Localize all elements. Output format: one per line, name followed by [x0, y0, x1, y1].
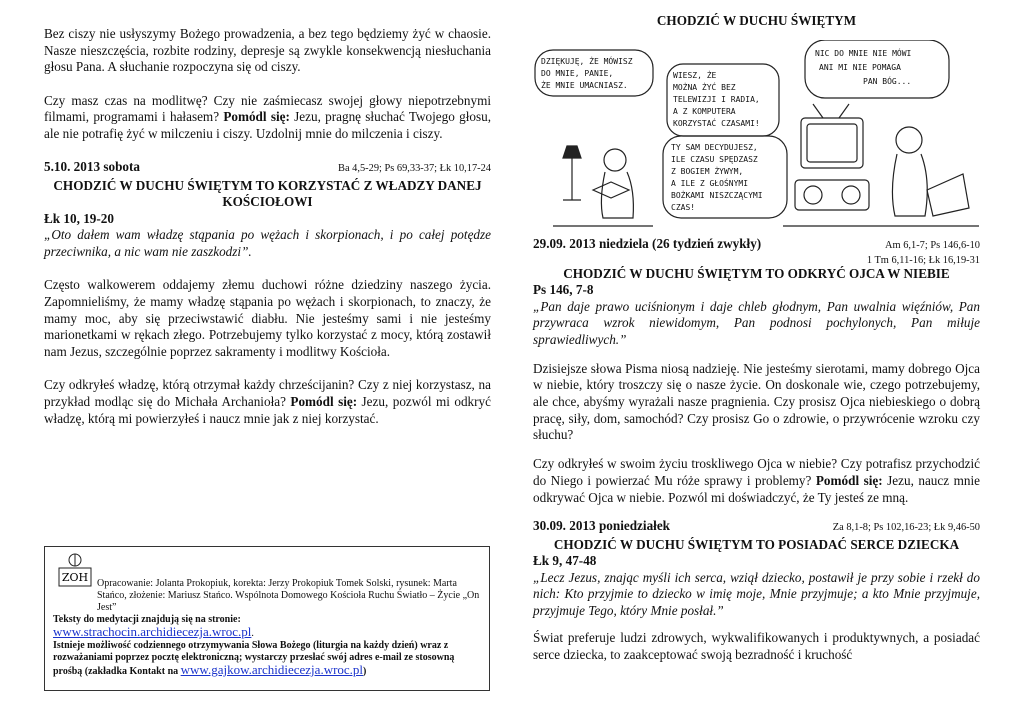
bubble-1-text: DZIĘKUJĘ, ŻE MÓWISZ DO MNIE, PANIE, ŻE MNIE UMACNIASZ.	[541, 57, 633, 90]
right-column	[533, 0, 980, 662]
svg-text:ZOH: ZOH	[61, 571, 89, 584]
quote: „Pan daje prawo uciśnionym i daje chleb głodnym, Pan uwalnia więźniów, Pan przywraca wzrok niewidomym, Pan podnosi pochylonych, Pan miłuje sprawiedliwych.”	[533, 298, 980, 347]
bubble-3-text: NIC DO MNIE NIE MÓWI ANI MI NIE POMAGA PAN BÓG...	[815, 49, 912, 86]
info-box	[44, 546, 490, 691]
site-link[interactable]: www.strachocin.archidiecezja.wroc.pl	[53, 624, 252, 639]
reading-ref: Łk 9, 47-48	[533, 553, 597, 569]
community-logo-icon	[55, 552, 95, 592]
subscribe-text: Istnieje możliwość codziennego otrzymywania Słowa Bożego (liturgia na każdy dzień) wraz z rozważaniami poprzez pocztę elektroniczną; wystarczy przesłać swój adres e-mail ze stosowną prośbą (zakładka Kontakt na www.gajkow.archidiecezja.wroc.pl)	[53, 640, 455, 677]
person-reading-icon	[553, 149, 653, 226]
paragraph: Dzisiejsze słowa Pisma niosą nadzieję. Nie jesteśmy sierotami, mamy dobrego Ojca w niebie, który troszczy się o nasze życie. On doskonale wie, czego potrzebujemy, ale chce, abyśmy wyrażali nasze pragnienia. Czy prosisz Ojca niebieskiego o dobrą pracę, siły, dom, samochód? Czy prosisz Go o zdrowie, o przywrócenie wzroku czy słuchu?	[533, 360, 980, 443]
bubble-4-text: TY SAM DECYDUJESZ, ILE CZASU SPĘDZASZ Z BOGIEM ŻYWYM, A ILE Z GŁOŚNYMI BOŻKAMI NISZCZĄCYMI CZAS!	[671, 143, 763, 212]
contact-link[interactable]: www.gajkow.archidiecezja.wroc.pl	[180, 662, 364, 677]
scripture-refs-2: 1 Tm 6,11-16; Łk 16,19-31	[866, 254, 980, 266]
bubble-2-text: WIESZ, ŻE MOŻNA ŻYĆ BEZ TELEWIZJI I RADIA, A Z KOMPUTERA KORZYSTAĆ CZASAMI!	[673, 71, 760, 128]
site-label: Teksty do medytacji znajdują się na stronie:	[53, 614, 241, 625]
url-line: www.strachocin.archidiecezja.wroc.pl.	[53, 624, 254, 639]
date-label: 5.10. 2013 sobota	[44, 159, 140, 175]
scripture-refs: Am 6,1-7; Ps 146,6-10	[885, 240, 980, 251]
reading-ref: Łk 10, 19-20	[44, 210, 114, 226]
date-row	[44, 159, 491, 178]
scripture-refs: Za 8,1-8; Ps 102,16-23; Łk 9,46-50	[832, 522, 980, 534]
credits: Opracowanie: Jolanta Prokopiuk, korekta: Jerzy Prokopiuk Tomek Solski, rysunek: Marta Stańco, złożenie: Mariusz Stańco. Wspólnota Domowego Kościoła Ruchu Światło – Życie „On Jest”	[97, 578, 480, 613]
paragraph: Czy odkryłeś władzę, którą otrzymał każdy chrześcijanin? Czy z niej korzystasz, na przykład modląc się do Michała Archanioła? Pomódl się: Jezu, pozwól mi odkryć władzę, którą mi powierzyłeś i naucz mnie jak z niej korzystać.	[44, 377, 491, 426]
section-title: CHODZIĆ W DUCHU ŚWIĘTYM TO KORZYSTAĆ Z WŁADZY DANEJ KOŚCIOŁOWI	[53, 177, 482, 210]
scripture-refs: Ba 4,5-29; Ps 69,33-37; Łk 10,17-24	[338, 163, 491, 175]
lamp-icon	[563, 146, 581, 200]
paragraph: Często walkowerem oddajemy złemu duchowi różne dziedziny naszego życia. Zapomnieliśmy, że mamy władzę stąpania po wężach i skorpionach, to znaczy, że mamy moc, aby się przeciwstawić diabłu. Nie jesteśmy sami i nie jesteśmy marionetkami w rękach złego. Potrzebujemy tylko korzystać z mocy, którą zostawił nam Jezus, szczególnie poprzez sakramenty i modlitwy Kościoła.	[44, 277, 491, 359]
person-laptop-icon	[783, 127, 979, 226]
paragraph: Świat preferuje ludzi zdrowych, wykwalifikowanych i produktywnych, a posiadać serce dziecka, to zaakceptować swoją bezradność i kruchość	[533, 629, 980, 662]
paragraph: Bez ciszy nie usłyszymy Bożego prowadzenia, a bez tego będziemy żyć w chaosie. Nasze nieszczęścia, rozbite rodziny, depresje są zwykle konsekwencją niesłuchania głosu Pana. A słuchanie rozpoczyna się od ciszy.	[44, 26, 491, 75]
paragraph: Czy masz czas na modlitwę? Czy nie zaśmiecasz swojej głowy niepotrzebnymi filmami, programami i hałasem? Pomódl się: Jezu, pragnę słuchać Twojego głosu, ale nie potrafię żyć w milczeniu i ciszy. Uzdolnij mnie do milczenia i ciszy.	[44, 92, 491, 142]
quote: „Lecz Jezus, znając myśli ich serca, wziął dziecko, postawił je przy sobie i rzekł do nich: Kto przyjmie to dziecko w imię moje, Mnie przyjmuje; a kto Mnie przyjmuje, przyjmuje Tego, który Mnie posłał.”	[533, 569, 980, 619]
cartoon-illustration	[533, 40, 980, 236]
paragraph: Czy odkryłeś w swoim życiu troskliwego Ojca w niebie? Czy potrafisz przychodzić do Niego i powierzać Mu róże sprawy i problemy? Pomódl się: Jezu, naucz mnie odkrywać Ojca w niebie. Pozwól mi doświadczyć, że Ty jesteś ze mną.	[533, 456, 980, 505]
date-row	[533, 236, 980, 255]
radio-icon	[795, 180, 869, 210]
date-label: 30.09. 2013 poniedziałek	[533, 518, 671, 534]
left-column	[44, 0, 491, 427]
tv-icon	[801, 104, 863, 168]
section-title: CHODZIĆ W DUCHU ŚWIĘTYM TO POSIADAĆ SERCE DZIECKA	[553, 536, 960, 552]
date-row	[533, 518, 980, 537]
date-label: 29.09. 2013 niedziela (26 tydzień zwykły)	[533, 236, 762, 251]
page-header: CHODZIĆ W DUCHU ŚWIĘTYM	[656, 13, 857, 28]
reading-ref: Ps 146, 7-8	[533, 282, 594, 297]
section-title: CHODZIĆ W DUCHU ŚWIĘTYM TO ODKRYĆ OJCA W NIEBIE	[563, 265, 950, 281]
quote: „Oto dałem wam władzę stąpania po wężach i skorpionach, i po całej potędze przeciwnika, a nic wam nie zaszkodzi”.	[44, 227, 491, 259]
